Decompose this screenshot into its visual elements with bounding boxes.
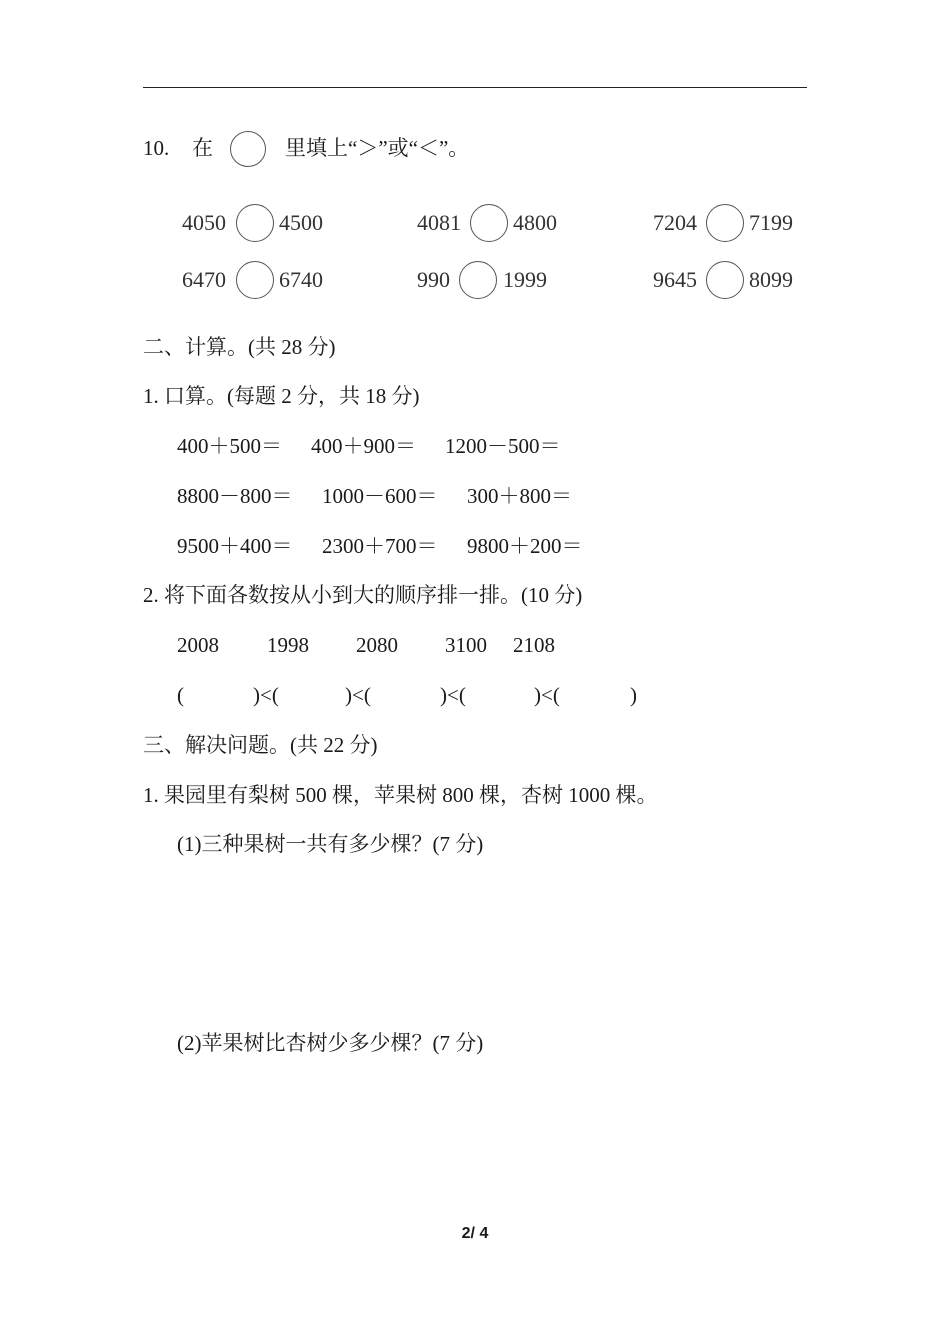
compare-left: 990 (417, 267, 450, 292)
compare-right: 4800 (513, 210, 557, 235)
sort-number: 2080 (356, 633, 398, 657)
compare-left: 4081 (417, 210, 461, 235)
compare-right: 7199 (749, 210, 793, 235)
answer-blank: )<( (534, 683, 560, 707)
sort-number: 3100 (445, 633, 487, 657)
answer-circle-icon[interactable] (706, 261, 744, 299)
answer-circle-icon[interactable] (706, 204, 744, 242)
sort-number: 2108 (513, 633, 555, 657)
header-rule (143, 87, 807, 88)
answer-blank: )<( (253, 683, 279, 707)
answer-blank: ( (177, 683, 184, 707)
answer-circle-icon[interactable] (236, 204, 274, 242)
mental-math-item: 8800－800＝ (177, 484, 293, 508)
answer-blank: ) (630, 683, 637, 707)
sort-number: 1998 (267, 633, 309, 657)
compare-right: 8099 (749, 267, 793, 292)
page-number: 2/ 4 (461, 1225, 489, 1242)
mental-math-item: 9500＋400＝ (177, 534, 293, 558)
s3-q1-sub1: (1)三种果树一共有多少棵？(7 分) (177, 832, 484, 856)
compare-left: 4050 (182, 210, 226, 235)
mental-math-item: 9800＋200＝ (467, 534, 583, 558)
s3-q1-sub2: (2)苹果树比杏树少多少棵？(7 分) (177, 1031, 484, 1055)
mental-math-item: 2300＋700＝ (322, 534, 438, 558)
answer-blank: )<( (440, 683, 466, 707)
q10-text-before: 在 (192, 136, 213, 160)
compare-left: 7204 (653, 210, 697, 235)
compare-left: 9645 (653, 267, 697, 292)
compare-left: 6470 (182, 267, 226, 292)
mental-math-item: 300＋800＝ (467, 484, 572, 508)
section2-heading: 二、计算。(共 28 分) (143, 335, 336, 359)
answer-blank: )<( (345, 683, 371, 707)
mental-math-item: 400＋500＝ (177, 434, 282, 458)
mental-math-item: 1200－500＝ (445, 434, 561, 458)
compare-right: 1999 (503, 267, 547, 292)
section3-heading: 三、解决问题。(共 22 分) (143, 733, 378, 757)
q10-text-after: 里填上“＞”或“＜”。 (285, 136, 470, 160)
mental-math-item: 400＋900＝ (311, 434, 416, 458)
s3-q1-title: 1. 果园里有梨树 500 棵，苹果树 800 棵，杏树 1000 棵。 (143, 783, 658, 807)
compare-right: 4500 (279, 210, 323, 235)
sort-number: 2008 (177, 633, 219, 657)
answer-circle-icon[interactable] (459, 261, 497, 299)
mental-math-item: 1000－600＝ (322, 484, 438, 508)
answer-circle-icon[interactable] (236, 261, 274, 299)
s2-q1-title: 1. 口算。(每题 2 分，共 18 分) (143, 384, 420, 408)
s2-q2-title: 2. 将下面各数按从小到大的顺序排一排。(10 分) (143, 583, 583, 607)
q10-number: 10. (143, 136, 170, 160)
compare-right: 6740 (279, 267, 323, 292)
answer-circle-icon[interactable] (470, 204, 508, 242)
answer-circle-icon (230, 131, 266, 167)
